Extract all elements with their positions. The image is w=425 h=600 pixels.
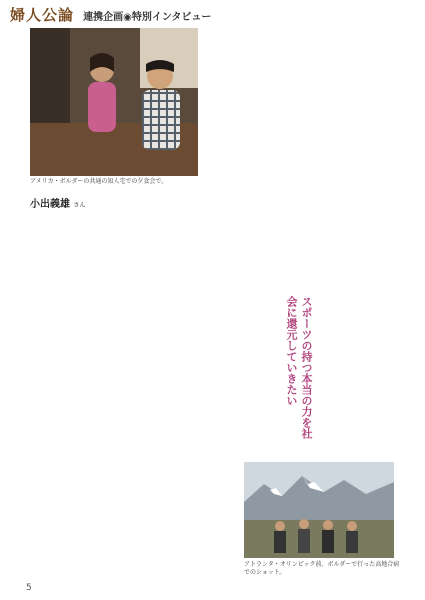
profile-box: [30, 195, 198, 295]
photo-caption-bottom: アトランタ・オリンピック前、ボルダーで行った高地合宿でのショット。: [244, 561, 400, 576]
section-subhead: スポーツの持つ本当の力を社会に還元していきたい: [285, 296, 313, 439]
photo-caption-top: アメリカ・ボルダーの共通の知人宅での夕食会で。: [30, 178, 168, 185]
boulder-group-photo: [244, 462, 394, 558]
page-number: 5: [26, 583, 32, 593]
magazine-title: 婦人公論: [10, 6, 75, 24]
profile-name: 小出義雄: [30, 199, 70, 210]
section-title: 連携企画◉特別インタビュー: [83, 12, 212, 23]
page-header: [10, 4, 410, 22]
profile-honorific: さん: [73, 202, 86, 209]
profile-name-row: [30, 195, 198, 210]
dinner-photo: [30, 28, 198, 176]
